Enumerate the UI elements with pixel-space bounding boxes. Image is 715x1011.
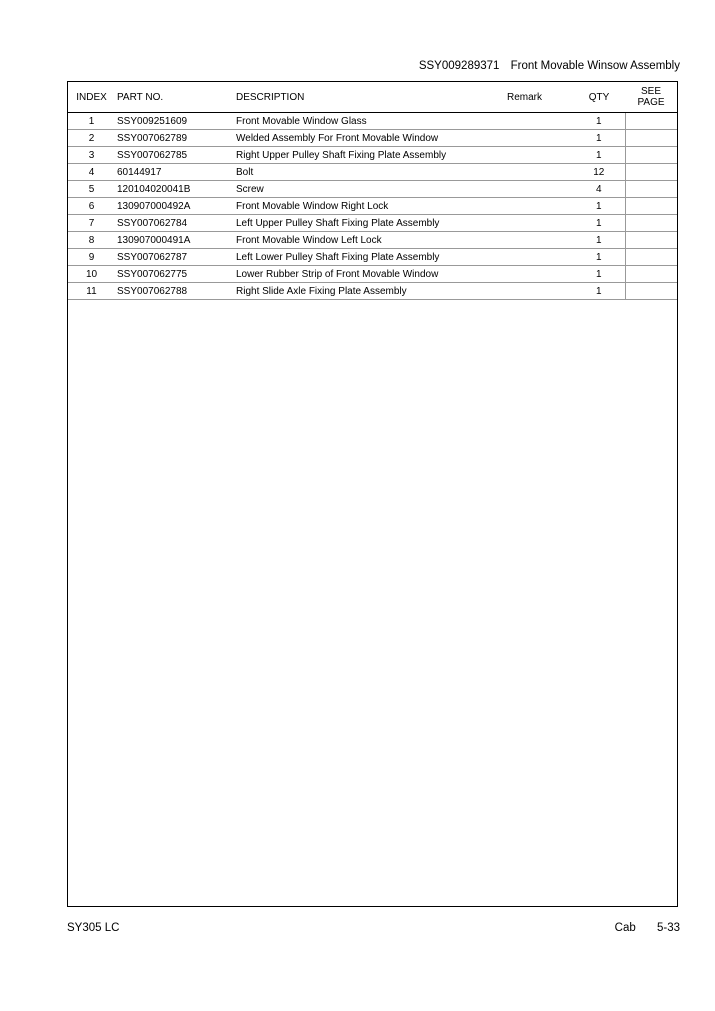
parts-list-frame [67,81,678,907]
cell-description: Lower Rubber Strip of Front Movable Window [234,266,505,283]
parts-table-body [68,113,677,300]
column-header-part-no: PART NO. [115,82,234,113]
table-row [68,130,677,147]
cell-part-no: SSY007062788 [115,283,234,300]
footer-page-info [615,922,680,934]
footer-section: Cab [614,922,636,934]
cell-see-page [625,147,677,164]
cell-index: 5 [68,181,115,198]
table-row [68,249,677,266]
cell-part-no: SSY007062787 [115,249,234,266]
cell-description: Right Upper Pulley Shaft Fixing Plate Assembly [234,147,505,164]
cell-see-page [625,249,677,266]
cell-qty: 1 [573,232,625,249]
cell-description: Left Lower Pulley Shaft Fixing Plate Assembly [234,249,505,266]
see-page-line-1: SEE [640,86,661,97]
cell-part-no: SSY007062785 [115,147,234,164]
cell-description: Welded Assembly For Front Movable Window [234,130,505,147]
cell-remark [505,266,573,283]
cell-see-page [625,232,677,249]
table-row [68,181,677,198]
cell-see-page [625,215,677,232]
cell-see-page [625,113,677,130]
cell-remark [505,113,573,130]
parts-table [68,82,677,300]
table-row [68,232,677,249]
cell-qty: 1 [573,113,625,130]
cell-qty: 1 [573,198,625,215]
cell-qty: 1 [573,215,625,232]
cell-qty: 1 [573,283,625,300]
cell-index: 9 [68,249,115,266]
table-row [68,147,677,164]
footer-model: SY305 LC [67,922,120,934]
cell-part-no: SSY007062789 [115,130,234,147]
cell-see-page [625,198,677,215]
cell-remark [505,215,573,232]
cell-index: 1 [68,113,115,130]
table-row [68,283,677,300]
cell-description: Front Movable Window Glass [234,113,505,130]
page-header [419,60,680,72]
table-row [68,198,677,215]
cell-index: 10 [68,266,115,283]
table-row [68,164,677,181]
cell-description: Right Slide Axle Fixing Plate Assembly [234,283,505,300]
column-header-description: DESCRIPTION [234,82,505,113]
cell-description: Bolt [234,164,505,181]
cell-description: Front Movable Window Left Lock [234,232,505,249]
cell-qty: 12 [573,164,625,181]
cell-description: Left Upper Pulley Shaft Fixing Plate Assembly [234,215,505,232]
cell-index: 3 [68,147,115,164]
cell-see-page [625,181,677,198]
cell-index: 8 [68,232,115,249]
cell-remark [505,283,573,300]
cell-remark [505,147,573,164]
cell-qty: 1 [573,130,625,147]
column-header-remark: Remark [505,82,573,113]
cell-part-no: SSY009251609 [115,113,234,130]
table-header-row [68,82,677,113]
column-header-index: INDEX [68,82,115,113]
cell-part-no: 120104020041B [115,181,234,198]
table-row [68,215,677,232]
cell-remark [505,181,573,198]
cell-index: 11 [68,283,115,300]
cell-remark [505,164,573,181]
cell-part-no: SSY007062784 [115,215,234,232]
cell-remark [505,249,573,266]
cell-see-page [625,130,677,147]
see-page-line-2: PAGE [637,97,665,108]
table-row [68,266,677,283]
assembly-title: Front Movable Winsow Assembly [510,60,680,72]
column-header-qty: QTY [573,82,625,113]
cell-see-page [625,164,677,181]
cell-remark [505,198,573,215]
cell-index: 6 [68,198,115,215]
cell-index: 7 [68,215,115,232]
cell-qty: 1 [573,147,625,164]
cell-part-no: SSY007062775 [115,266,234,283]
cell-description: Screw [234,181,505,198]
cell-remark [505,130,573,147]
cell-index: 4 [68,164,115,181]
cell-see-page [625,283,677,300]
assembly-part-number: SSY009289371 [418,60,500,72]
cell-remark [505,232,573,249]
cell-index: 2 [68,130,115,147]
cell-part-no: 130907000491A [115,232,234,249]
footer-page-number: 5-33 [656,922,680,934]
cell-qty: 1 [573,249,625,266]
column-header-see-page [625,82,677,113]
cell-qty: 1 [573,266,625,283]
cell-part-no: 130907000492A [115,198,234,215]
table-row [68,113,677,130]
cell-qty: 4 [573,181,625,198]
cell-part-no: 60144917 [115,164,234,181]
cell-see-page [625,266,677,283]
cell-description: Front Movable Window Right Lock [234,198,505,215]
